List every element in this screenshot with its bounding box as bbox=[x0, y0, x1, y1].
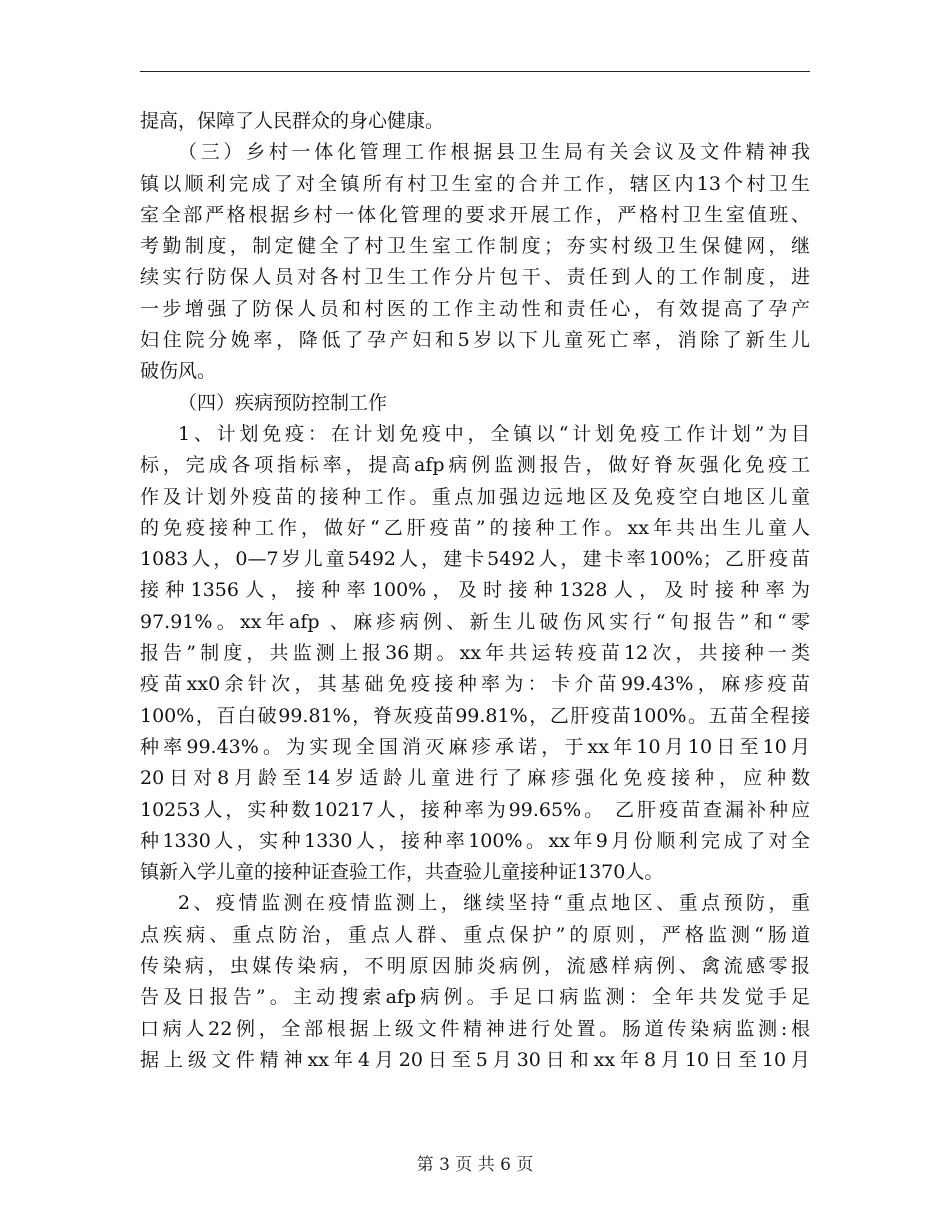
text-line: 提高，保障了人民群众的身心健康。 bbox=[140, 110, 445, 132]
text-line: 报告”制度，共监测上报36期。xx年共运转疫苗12次，共接种一类 bbox=[140, 642, 810, 665]
text-line: 10253人，实种数10217人，接种率为99.65%。 乙肝疫苗查漏补种应 bbox=[140, 798, 810, 821]
text-line: 一步增强了防保人员和村医的工作主动性和责任心，有效提高了孕产 bbox=[140, 297, 810, 320]
text-line: 100%，百白破99.81%，脊灰疫苗99.81%，乙肝疫苗100%。五苗全程接 bbox=[140, 704, 810, 727]
text-line: 妇住院分娩率，降低了孕产妇和5岁以下儿童死亡率，消除了新生儿 bbox=[140, 329, 810, 352]
section-heading: （四）疾病预防控制工作 bbox=[178, 391, 388, 414]
text-line: 室全部严格根据乡村一体化管理的要求开展工作，严格村卫生室值班、 bbox=[140, 203, 810, 226]
text-line: 疫苗xx0余针次，其基础免疫接种率为：卡介苗99.43%，麻疹疫苗 bbox=[140, 673, 810, 696]
text-line: 点疾病、重点防治，重点人群、重点保护”的原则，严格监测“肠道 bbox=[140, 923, 810, 946]
text-line: 种率99.43%。为实现全国消灭麻疹承诺，于xx年10月10日至10月 bbox=[140, 735, 810, 758]
text-line: 告及日报告”。主动搜索afp病例。手足口病监测：全年共发觉手足 bbox=[140, 986, 810, 1009]
text-line: 1、计划免疫：在计划免疫中，全镇以“计划免疫工作计划”为目 bbox=[178, 422, 810, 445]
text-line: 2、疫情监测在疫情监测上，继续坚持“重点地区、重点预防，重 bbox=[178, 892, 810, 915]
header-rule bbox=[140, 71, 810, 72]
text-line: 作及计划外疫苗的接种工作。重点加强边远地区及免疫空白地区儿童 bbox=[140, 485, 810, 508]
text-line: 据上级文件精神xx年4月20日至5月30日和xx年8月10日至10月 bbox=[140, 1048, 810, 1071]
text-line: 镇新入学儿童的接种证查验工作，共查验儿童接种证1370人。 bbox=[140, 861, 664, 884]
text-line: 镇以顺利完成了对全镇所有村卫生室的合并工作，辖区内13个村卫生 bbox=[140, 172, 810, 195]
page-number: 第 3 页 共 6 页 bbox=[416, 1155, 534, 1175]
text-line: 考勤制度，制定健全了村卫生室工作制度；夯实村级卫生保健网，继 bbox=[140, 235, 810, 258]
text-line: 97.91%。xx年afp 、麻疹病例、新生儿破伤风实行“旬报告”和“零 bbox=[140, 610, 810, 633]
text-line: 续实行防保人员对各村卫生工作分片包干、责任到人的工作制度，进 bbox=[140, 266, 810, 289]
text-line: 20日对8月龄至14岁适龄儿童进行了麻疹强化免疫接种，应种数 bbox=[140, 767, 810, 790]
text-line: 破伤风。 bbox=[140, 360, 217, 383]
document-body bbox=[140, 106, 810, 1076]
text-line: 的免疫接种工作，做好“乙肝疫苗”的接种工作。xx年共出生儿童人 bbox=[140, 516, 810, 539]
text-line: 传染病，虫媒传染病，不明原因肺炎病例，流感样病例、禽流感零报 bbox=[140, 955, 810, 978]
text-line: 种1330人，实种1330人，接种率100%。xx年9月份顺利完成了对全 bbox=[140, 829, 810, 852]
text-line: 1083人，0—7岁儿童5492人，建卡5492人，建卡率100%；乙肝疫苗 bbox=[140, 548, 810, 571]
text-line: 口病人22例，全部根据上级文件精神进行处置。肠道传染病监测:根 bbox=[140, 1017, 810, 1040]
text-line: （三）乡村一体化管理工作根据县卫生局有关会议及文件精神我 bbox=[178, 141, 810, 164]
text-line: 接种1356人，接种率100%，及时接种1328人，及时接种率为 bbox=[140, 579, 810, 602]
text-line: 标，完成各项指标率，提高afp病例监测报告，做好脊灰强化免疫工 bbox=[140, 454, 810, 477]
